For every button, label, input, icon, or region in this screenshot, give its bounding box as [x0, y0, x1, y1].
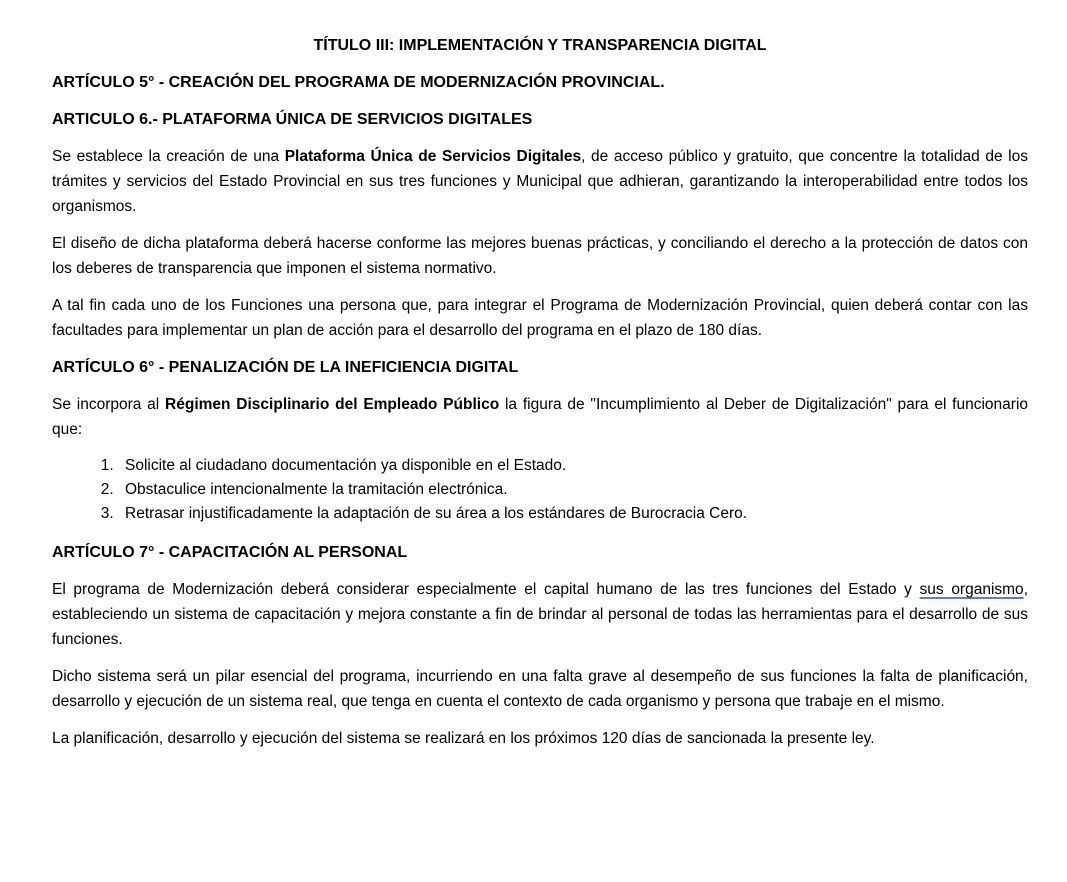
- article-heading-1: ARTÍCULO 5° - CREACIÓN DEL PROGRAMA DE MODERNIZACIÓN PROVINCIAL.: [52, 74, 665, 91]
- list-item-3: 3. Retrasar injustificadamente la adaptación de su área a los estándares de Burocracia Cero.: [118, 502, 1028, 526]
- document-body: [52, 70, 1028, 751]
- paragraph-2: [52, 231, 1028, 281]
- paragraph-7: [52, 726, 1028, 751]
- text-run: , de acceso público y gratuito, que concentre la totalidad de los trámites y servicios del Estado Provincial en sus tres funciones y Municipal que adhieran, garantizando la interoperabilidad entre todos los organismos.: [52, 148, 1028, 215]
- bold-text-run: Régimen Disciplinario del Empleado Público: [165, 396, 500, 413]
- document-title: TÍTULO III: IMPLEMENTACIÓN Y TRANSPARENCIA DIGITAL: [313, 37, 767, 54]
- text-run: El programa de Modernización deberá considerar especialmente el capital humano de las tres funciones del Estado y: [52, 581, 920, 598]
- text-run: La planificación, desarrollo y ejecución del sistema se realizará en los próximos 120 días de sancionada la presente ley.: [52, 730, 875, 747]
- numbered-list: [52, 454, 1028, 526]
- article-heading-4: ARTÍCULO 7° - CAPACITACIÓN AL PERSONAL: [52, 544, 408, 561]
- text-run: El diseño de dicha plataforma deberá hacerse conforme las mejores buenas prácticas, y conciliando el derecho a la protección de datos con los deberes de transparencia que imponen el sistema normativo.: [52, 235, 1028, 277]
- list-item-2: 2. Obstaculice intencionalmente la tramitación electrónica.: [118, 478, 1028, 502]
- paragraph-5: [52, 577, 1028, 652]
- paragraph-3: [52, 293, 1028, 343]
- paragraph-1: [52, 144, 1028, 219]
- article-heading-2: ARTICULO 6.- PLATAFORMA ÚNICA DE SERVICIOS DIGITALES: [52, 111, 533, 128]
- bold-text-run: Plataforma Única de Servicios Digitales: [284, 148, 582, 165]
- paragraph-4: [52, 392, 1028, 442]
- list-item-1: 1. Solicite al ciudadano documentación ya disponible en el Estado.: [118, 454, 1028, 478]
- text-run: la figura de "Incumplimiento al Deber de Digitalización" para el funcionario que:: [52, 396, 1029, 438]
- paragraph-6: [52, 664, 1028, 714]
- text-run: Dicho sistema será un pilar esencial del programa, incurriendo en una falta grave al desempeño de sus funciones la falta de planificación, desarrollo y ejecución de un sistema real, que tenga en cuenta el contexto de cada organismo y persona que trabaje en el mismo.: [52, 668, 1028, 710]
- grammar-flagged-text[interactable]: sus organismo: [919, 581, 1024, 598]
- article-heading-3: ARTÍCULO 6° - PENALIZACIÓN DE LA INEFICIENCIA DIGITAL: [52, 359, 519, 376]
- text-run: , estableciendo un sistema de capacitación y mejora constante a fin de brindar al personal de todas las herramientas para el desarrollo de sus funciones.: [52, 581, 1028, 648]
- text-run: Se establece la creación de una: [52, 148, 285, 165]
- text-run: A tal fin cada uno de los Funciones una persona que, para integrar el Programa de Modernización Provincial, quien deberá contar con las facultades para implementar un plan de acción para el desarrollo del programa en el plazo de 180 días.: [52, 297, 1028, 339]
- text-run: Se incorpora al: [52, 396, 166, 413]
